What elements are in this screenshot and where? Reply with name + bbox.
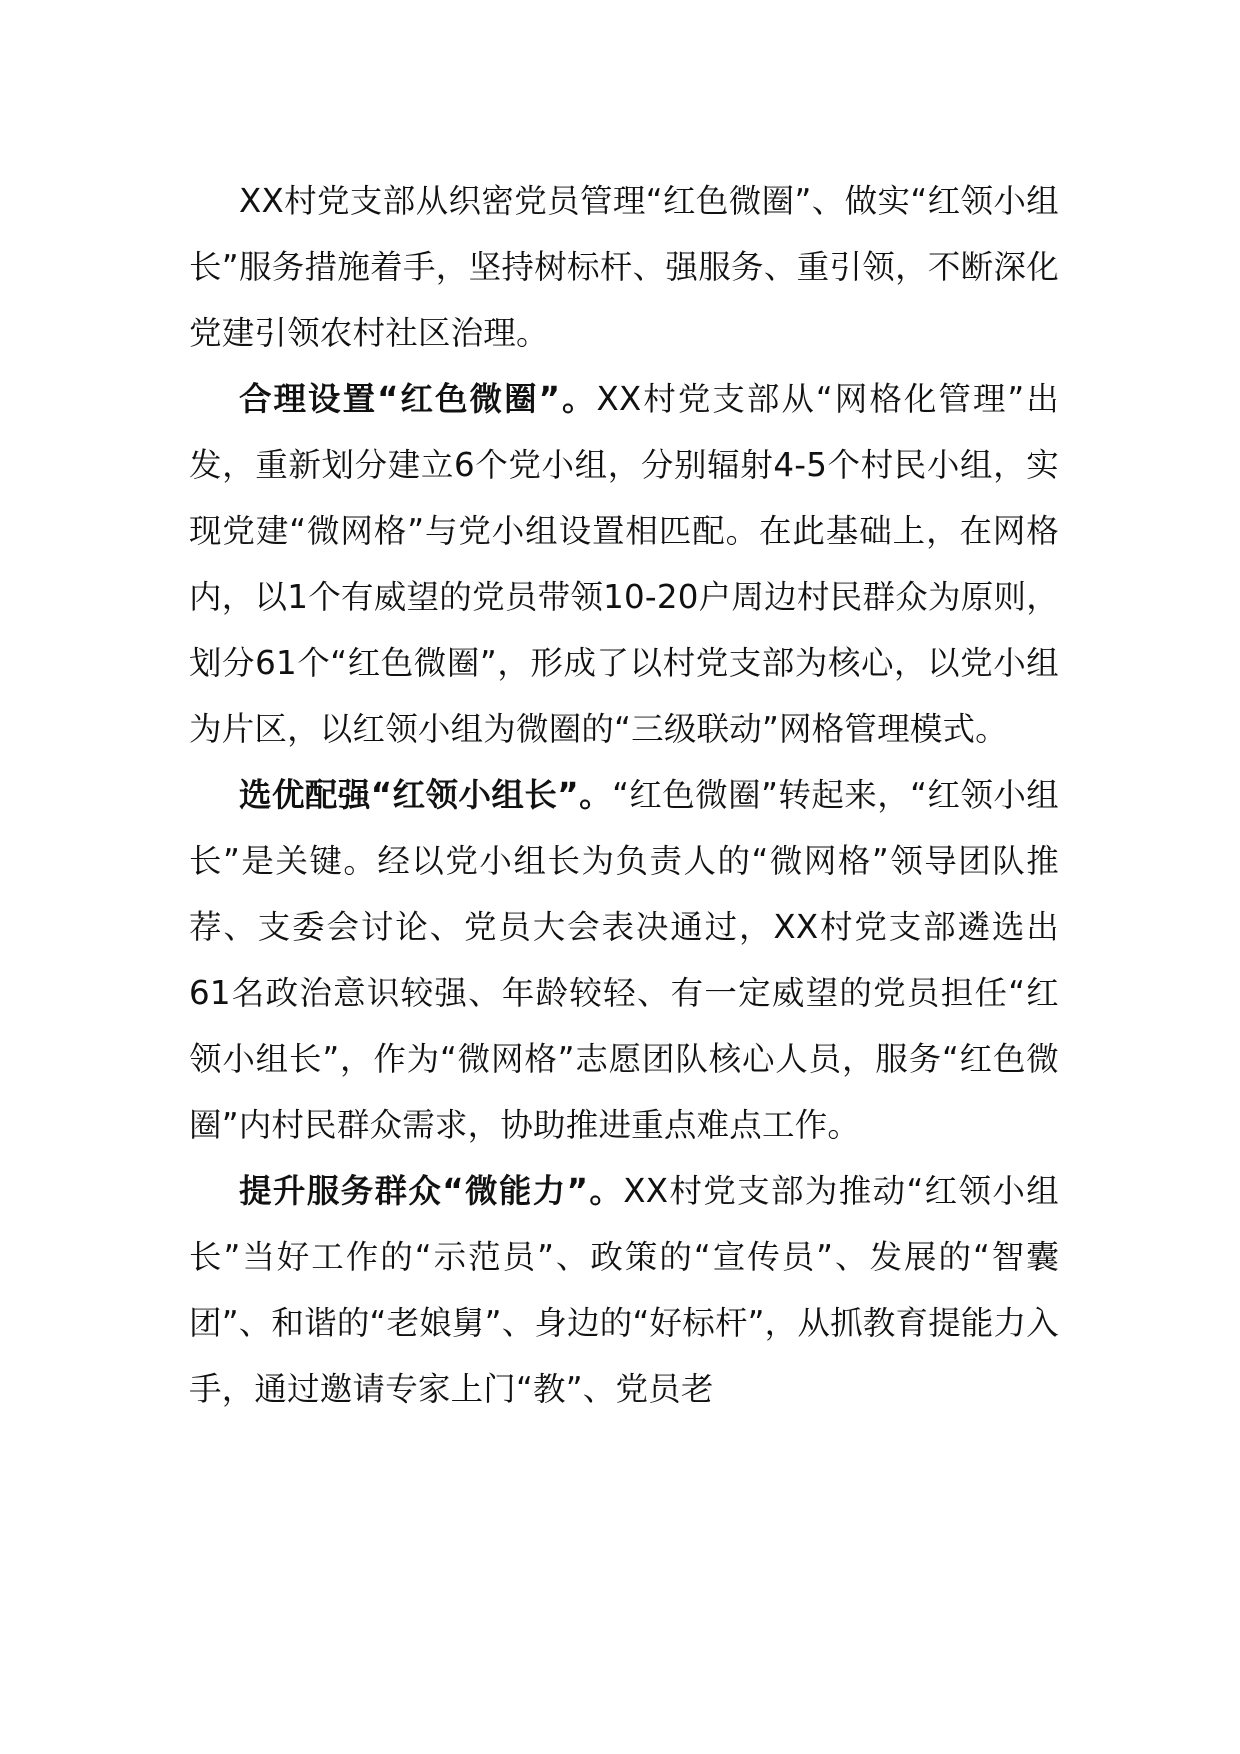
paragraph-intro xyxy=(189,168,1059,366)
paragraph-heading: 提升服务群众“微能力”。 xyxy=(239,1172,624,1210)
paragraph-text: “红色微圈”转起来，“红领小组长”是关键。经以党小组长为负责人的“微网格”领导团队推荐、支委会讨论、党员大会表决通过，XX村党支部遴选出61名政治意识较强、年龄较轻、有一定威望的党员担任“红领小组长”，作为“微网格”志愿团队核心人员，服务“红色微圈”内村民群众需求，协助推进重点难点工作。 xyxy=(189,776,1059,1144)
paragraph-service-ability xyxy=(189,1158,1059,1422)
paragraph-heading: 选优配强“红领小组长”。 xyxy=(239,776,613,814)
document-body xyxy=(189,168,1059,1422)
paragraph-text: XX村党支部从“网格化管理”出发，重新划分建立6个党小组，分别辐射4-5个村民小组，实现党建“微网格”与党小组设置相匹配。在此基础上，在网格内，以1个有威望的党员带领10-20户周边村民群众为原则，划分61个“红色微圈”，形成了以村党支部为核心，以党小组为片区，以红领小组为微圈的“三级联动”网格管理模式。 xyxy=(189,380,1059,748)
paragraph-text: XX村党支部为推动“红领小组长”当好工作的“示范员”、政策的“宣传员”、发展的“智囊团”、和谐的“老娘舅”、身边的“好标杆”，从抓教育提能力入手，通过邀请专家上门“教”、党员老 xyxy=(189,1172,1060,1408)
paragraph-heading: 合理设置“红色微圈”。 xyxy=(239,380,597,418)
paragraph-text: XX村党支部从织密党员管理“红色微圈”、做实“红领小组长”服务措施着手，坚持树标杆、强服务、重引领，不断深化党建引领农村社区治理。 xyxy=(189,182,1059,352)
paragraph-red-circle xyxy=(189,366,1059,762)
paragraph-red-leader xyxy=(189,762,1059,1158)
